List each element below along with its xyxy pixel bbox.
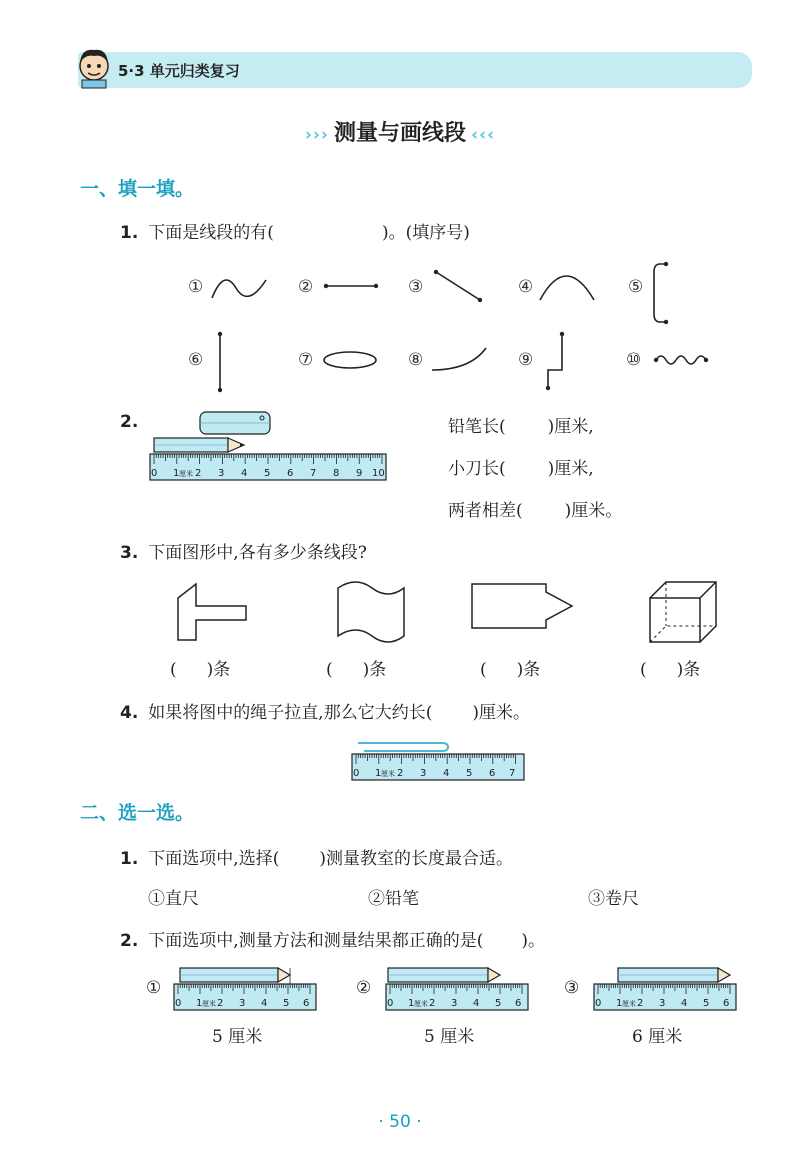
q2-ruler-figure: [148, 410, 388, 490]
ruler-unit: 厘米: [202, 1000, 216, 1008]
question-number: 4.: [120, 703, 139, 723]
ruler-num: 2: [217, 998, 224, 1009]
question-number: 1.: [120, 849, 139, 869]
ruler-num: 2: [397, 768, 404, 779]
figure-label-4: ④: [518, 277, 534, 297]
option-3[interactable]: ③卷尺: [588, 889, 639, 909]
ruler-num: 0: [353, 768, 360, 779]
q3-shapes: [0, 578, 800, 648]
ruler-unit: 厘米: [179, 470, 193, 478]
title-left-arrows: ›››: [304, 125, 329, 145]
q2-line-3: 两者相差( )厘米。: [448, 501, 623, 521]
part1-q3: [120, 538, 367, 563]
ruler-num: 0: [387, 998, 394, 1009]
choice-3-figure: [592, 964, 738, 1012]
ruler-num: 2: [429, 998, 436, 1009]
q4-rope-ruler: [350, 738, 530, 784]
choice-1-result: 5 厘米: [212, 1027, 263, 1047]
shape-cube: [650, 582, 716, 642]
q1-text-before: 下面是线段的有(: [148, 223, 274, 243]
q3-answer-3: ( )条: [480, 660, 541, 680]
figure-4-arc: [540, 276, 594, 300]
ruler-num: 5: [466, 768, 473, 779]
header-section-title: 5·3 单元归类复习: [118, 62, 240, 80]
ruler-unit: 厘米: [381, 770, 395, 778]
ruler-num: 3: [239, 998, 246, 1009]
figure-label-8: ⑧: [408, 350, 424, 370]
ruler-num: 3: [659, 998, 666, 1009]
choice-2-result: 5 厘米: [424, 1027, 475, 1047]
ruler-num: 4: [681, 998, 688, 1009]
q1-text-after: )。(填序号): [381, 223, 470, 243]
ruler-num: 6: [303, 998, 310, 1009]
pencil-icon: [618, 968, 730, 982]
ruler-0-7: [352, 754, 524, 780]
q3-text: 下面图形中,各有多少条线段?: [148, 543, 367, 563]
ruler-num: 9: [356, 468, 363, 479]
ruler-num: 6: [287, 468, 294, 479]
ruler-num: 8: [333, 468, 340, 479]
ruler-num: 6: [723, 998, 730, 1009]
choice-3-label[interactable]: ③: [564, 978, 580, 998]
part1-q2-number: [120, 412, 148, 432]
choice-2-label[interactable]: ②: [356, 978, 372, 998]
ruler-num: 2: [637, 998, 644, 1009]
ruler-num: 4: [473, 998, 480, 1009]
ruler-unit: 厘米: [414, 1000, 428, 1008]
ruler-num: 4: [443, 768, 450, 779]
title-right-arrows: ‹‹‹: [471, 125, 496, 145]
figure-label-6: ⑥: [188, 350, 204, 370]
ruler-num: 5: [495, 998, 502, 1009]
ruler-num: 1: [196, 998, 203, 1009]
page-title: [0, 116, 800, 147]
figure-5-bracket: [654, 264, 666, 322]
shape-wavy-rect: [338, 582, 404, 642]
q2-line-1: 铅笔长( )厘米,: [448, 417, 594, 437]
pencil-icon: [180, 968, 290, 984]
ruler-num: 6: [515, 998, 522, 1009]
question-number: 2.: [120, 931, 139, 951]
figure-label-5: ⑤: [628, 277, 644, 297]
figure-10-squiggle: [656, 356, 706, 364]
shape-t-arrow: [178, 584, 246, 640]
ruler-num: 1: [616, 998, 623, 1009]
q1-figures: [0, 260, 800, 400]
option-2[interactable]: ②铅笔: [368, 889, 419, 909]
figure-9-polyline: [548, 334, 562, 388]
part1-q1: [120, 218, 470, 243]
part2-q1: 1. 下面选项中,选择( )测量教室的长度最合适。: [120, 849, 513, 869]
ruler-unit: 厘米: [622, 1000, 636, 1008]
ruler-num: 0: [175, 998, 182, 1009]
figure-1-wave: [212, 280, 266, 298]
ruler-num: 1: [408, 998, 415, 1009]
ruler-num: 7: [509, 768, 516, 779]
q3-answer-4: ( )条: [640, 660, 701, 680]
ruler-num: 3: [451, 998, 458, 1009]
part1-q4: 4. 如果将图中的绳子拉直,那么它大约长( )厘米。: [120, 703, 530, 723]
ruler-num: 5: [264, 468, 271, 479]
part2-heading: 二、选一选。: [80, 802, 195, 824]
choice-2-figure: [384, 964, 530, 1012]
rope-icon: [358, 743, 448, 751]
choice-1-figure: [172, 964, 318, 1012]
figure-label-2: ②: [298, 277, 314, 297]
question-number: 2.: [120, 412, 139, 432]
figure-8-curve: [432, 348, 486, 370]
page-number: · 50 ·: [378, 1112, 422, 1132]
ruler-num: 7: [310, 468, 317, 479]
ruler-num: 5: [703, 998, 710, 1009]
shape-arrow-rect: [472, 584, 572, 628]
figure-label-9: ⑨: [518, 350, 534, 370]
choice-1-label[interactable]: ①: [146, 978, 162, 998]
ruler-num: 0: [151, 468, 158, 479]
question-number: 1.: [120, 223, 139, 243]
title-text: 测量与画线段: [333, 121, 466, 146]
figure-7-ellipse: [324, 352, 376, 368]
figure-3-segment: [436, 272, 480, 300]
figure-label-10: ⑩: [626, 350, 642, 370]
ruler-num: 1: [375, 768, 382, 779]
q3-answer-2: ( )条: [326, 660, 387, 680]
figure-label-7: ⑦: [298, 350, 314, 370]
ruler-num: 4: [241, 468, 248, 479]
question-number: 3.: [120, 543, 139, 563]
option-1[interactable]: ①直尺: [148, 889, 199, 909]
figure-label-3: ③: [408, 277, 424, 297]
ruler-num: 5: [283, 998, 290, 1009]
q2-line-2: 小刀长( )厘米,: [448, 459, 594, 479]
part1-heading: 一、填一填。: [80, 178, 195, 200]
ruler-num: 1: [173, 468, 180, 479]
ruler-num: 4: [261, 998, 268, 1009]
mascot-icon: [74, 44, 114, 88]
ruler-num: 3: [420, 768, 427, 779]
pencil-icon: [388, 968, 500, 982]
ruler-num: 3: [218, 468, 225, 479]
figure-label-1: ①: [188, 277, 204, 297]
part2-q2: 2. 下面选项中,测量方法和测量结果都正确的是( )。: [120, 931, 545, 951]
ruler-num: 10: [372, 468, 385, 479]
pencil-icon: [154, 438, 244, 452]
ruler-0-10: [150, 454, 386, 480]
choice-3-result: 6 厘米: [632, 1027, 683, 1047]
q3-answer-1: ( )条: [170, 660, 231, 680]
ruler-num: 2: [195, 468, 202, 479]
ruler-num: 0: [595, 998, 602, 1009]
ruler-num: 6: [489, 768, 496, 779]
